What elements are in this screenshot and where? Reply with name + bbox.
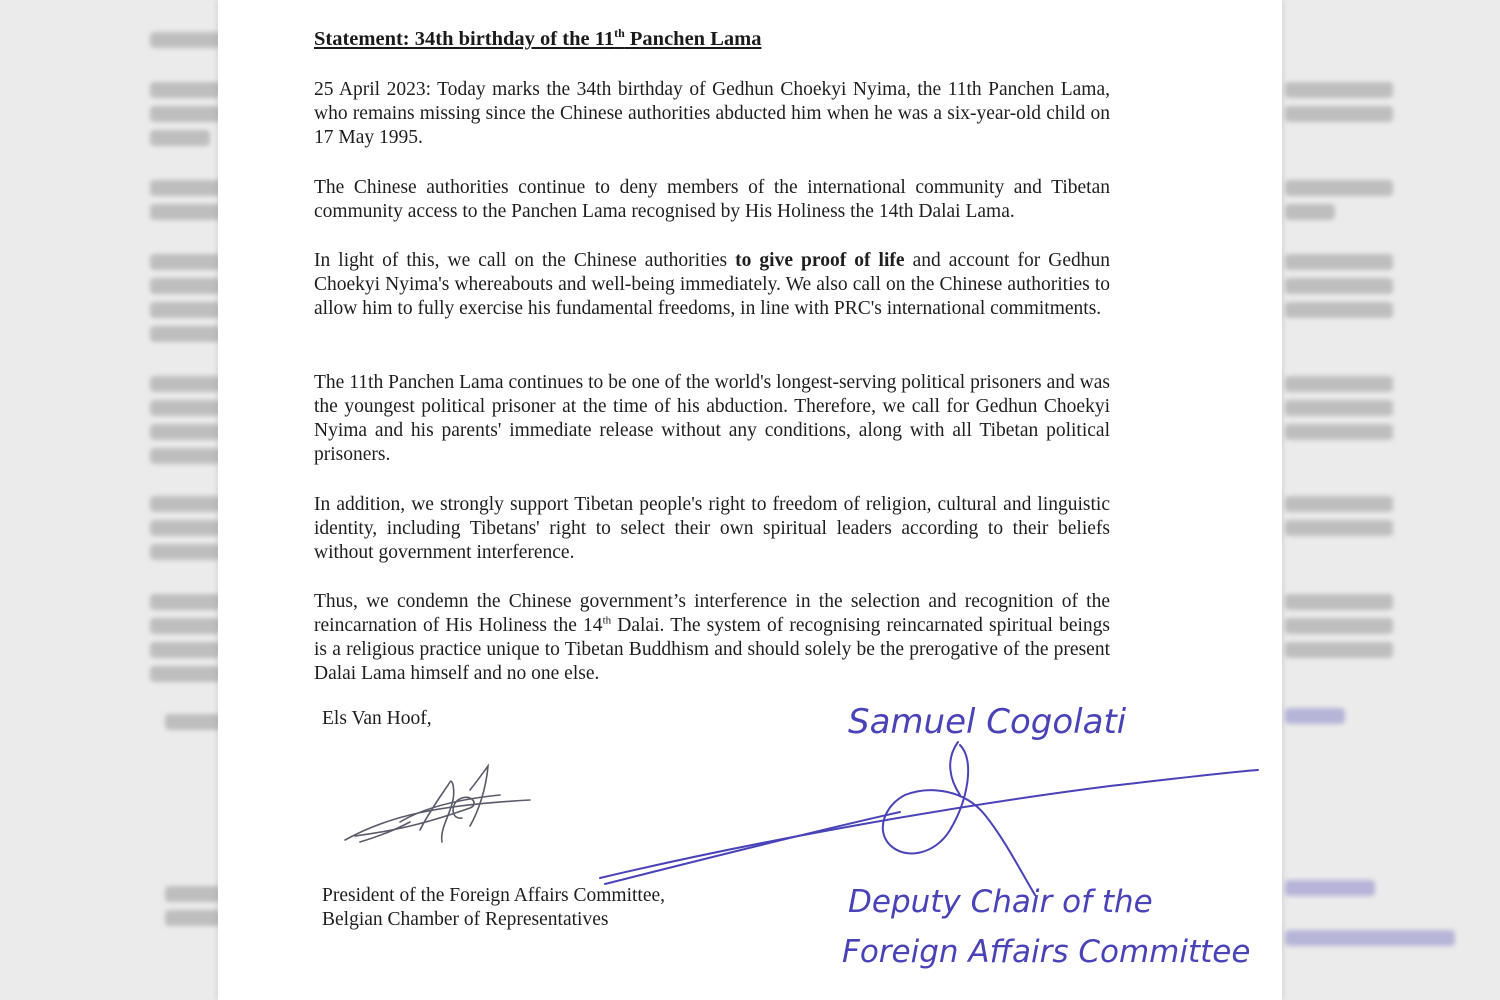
handwritten-role-line-1: Deputy Chair of the (848, 884, 1153, 920)
paragraph-5: In addition, we strongly support Tibetan people's right to freedom of religion, cultural and linguistic identity, including Tibetans' right to select their own spiritual leaders according to their beliefs without government interference. (314, 494, 1110, 563)
paragraph-1: 25 April 2023: Today marks the 34th birthday of Gedhun Choekyi Nyima, the 11th Panchen Lama, who remains missing since the Chinese authorities abducted him when he was a six-year-old child on 17 May 1995. (314, 79, 1110, 148)
statement-title: Statement: 34th birthday of the 11th Panchen Lama (314, 26, 762, 50)
left-signatory-role: President of the Foreign Affairs Committee, Belgian Chamber of Representatives (322, 885, 666, 930)
paragraph-4: The 11th Panchen Lama continues to be one of the world's longest-serving political prisoners and was the youngest political prisoner at the time of his abduction. Therefore, we call for Gedhun Choekyi Nyima and his parents' immediate release without any conditions, along with all Tibetan political prisoners. (314, 372, 1110, 465)
paragraph-6: Thus, we condemn the Chinese government’s interference in the selection and recognition of the reincarnation of His Holiness the 14th Dalai. The system of recognising reincarnated spiritual beings is a religious practice unique to Tibetan Buddhism and should solely be the prerogative of the present Dalai Lama himself and no one else. (314, 591, 1111, 684)
paragraph-2: The Chinese authorities continue to deny members of the international community and Tibetan community access to the Panchen Lama recognised by His Holiness the 14th Dalai Lama. (314, 177, 1110, 222)
paragraph-3: In light of this, we call on the Chinese authorities to give proof of life and account for Gedhun Choekyi Nyima's whereabouts and well-being immediately. We also call on the Chinese authorities to allow him to fully exercise his fundamental freedoms, in line with PRC's international commitments. (314, 250, 1110, 319)
handwritten-role-line-2: Foreign Affairs Committee (842, 934, 1251, 970)
left-signatory-name: Els Van Hoof, (322, 708, 432, 729)
letter-page (218, 0, 1282, 1000)
handwritten-name: Samuel Cogolati (848, 702, 1127, 742)
